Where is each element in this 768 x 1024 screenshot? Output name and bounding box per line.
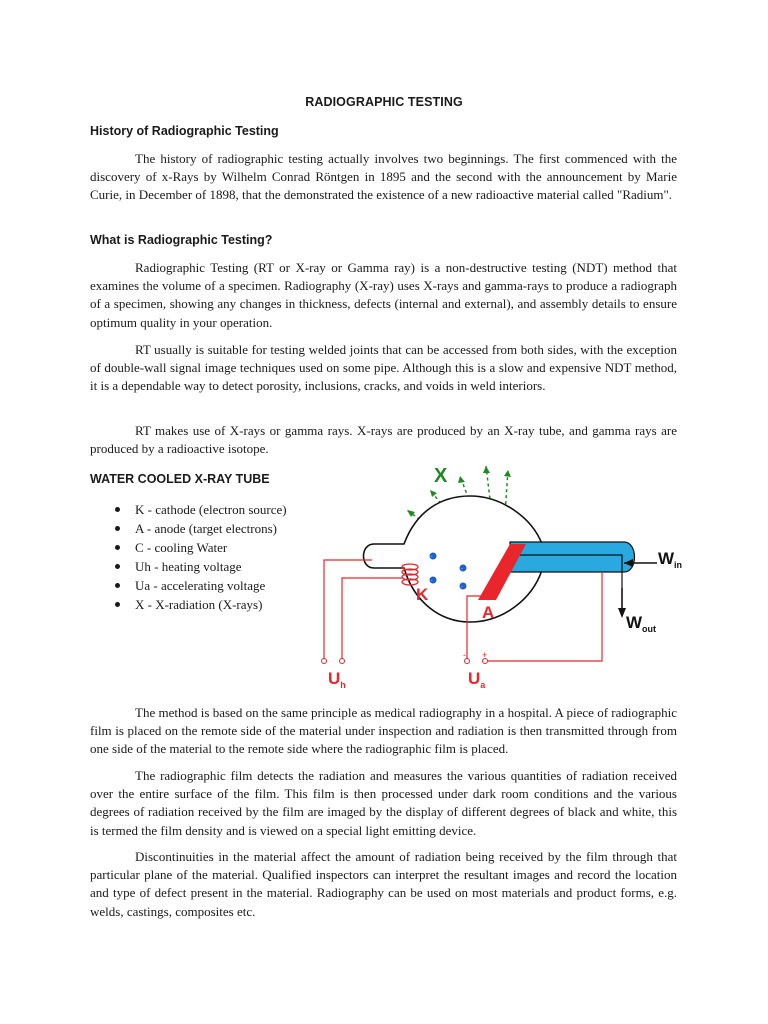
arrowhead — [618, 608, 626, 618]
polarity-minus: - — [463, 650, 466, 660]
what-is-heading: What is Radiographic Testing? — [90, 233, 273, 247]
list-item: Uh - heating voltage — [113, 557, 287, 576]
electron-sign: - — [461, 584, 463, 590]
label-u: U — [328, 669, 341, 688]
list-item: Ua - accelerating voltage — [113, 576, 287, 595]
wire — [324, 560, 372, 661]
what-is-paragraph-3: RT makes use of X-rays or gamma rays. X-rays are produced by an X-ray tube, and gamma rays are produced by a radioactive isotope. — [90, 423, 677, 457]
arrowhead — [504, 470, 511, 477]
list-item: A - anode (target electrons) — [113, 519, 287, 538]
what-is-paragraph-1: Radiographic Testing (RT or X-ray or Gamma ray) is a non-destructive testing (NDT) method that examines the volume of a specimen. Radiography (X-ray) uses X-rays and gamma-rays to produce a radiograph of a specimen, showing any changes in thickness, defects (internal and external), and assembly details to ensure optimum quality in your operation. — [90, 260, 677, 330]
xray-tube-diagram — [312, 460, 692, 692]
subscript-h: h — [340, 680, 346, 690]
label-c: C — [519, 571, 532, 590]
label-uh — [328, 669, 346, 690]
method-paragraph-3: Discontinuities in the material affect the amount of radiation being received by the film through that particular plane of the material. Qualified inspectors can interpret the resultant images and record the location and type of defect present in the material. Radiography can be used on most materials and product forms, e.g. welds, castings, composites etc. — [90, 849, 677, 919]
electron-sign: - — [431, 578, 433, 584]
list-item: X - X-radiation (X-rays) — [113, 595, 287, 614]
subscript-a: a — [480, 680, 486, 690]
label-k: K — [416, 585, 429, 604]
label-w: W — [626, 613, 643, 632]
wire — [342, 578, 402, 661]
history-paragraph: The history of radiographic testing actually involves two beginnings. The first commenced with the discovery of x-Rays by Wilhelm Conrad Röntgen in 1895 and the second with the announcement by Marie Curie, in December of 1898, that the demonstrated the existence of a new radioactive material called "Radium". — [90, 151, 677, 203]
label-u: U — [468, 669, 481, 688]
label-ua — [468, 669, 486, 690]
label-a: A — [482, 603, 495, 622]
method-paragraph-2: The radiographic film detects the radiation and measures the various quantities of radiation received over the entire surface of the film. This film is then processed under dark room conditions and the various degrees of radiation received by the film are imaged by the display of different degrees of black and white, this is termed the film density and is viewed on a special light emitting device. — [90, 768, 677, 838]
legend-list — [113, 500, 287, 614]
subscript-in: in — [674, 560, 683, 570]
label-w: W — [658, 549, 675, 568]
terminal — [322, 659, 327, 664]
electron-sign: - — [431, 554, 433, 560]
label-x: X — [434, 465, 448, 487]
subscript-out: out — [642, 624, 657, 634]
page-title: RADIOGRAPHIC TESTING — [305, 95, 463, 109]
label-w-out — [626, 613, 656, 634]
terminal — [340, 659, 345, 664]
list-item: K - cathode (electron source) — [113, 500, 287, 519]
arrowhead — [430, 490, 437, 497]
arrowhead — [458, 476, 465, 483]
label-w-in — [658, 549, 682, 570]
electron-sign: - — [461, 566, 463, 572]
polarity-plus: + — [482, 650, 488, 660]
what-is-paragraph-2: RT usually is suitable for testing welded joints that can be accessed from both sides, with the exception of double-wall signal image techniques used on some pipe. Although this is a slow and expensive NDT method, it is a dependable way to detect porosity, inclusions, cracks, and voids in weld interiors. — [90, 342, 677, 394]
xray-tube-heading: WATER COOLED X-RAY TUBE — [90, 472, 270, 486]
history-heading: History of Radiographic Testing — [90, 124, 279, 138]
cooling-water-body — [510, 542, 635, 572]
method-paragraph-1: The method is based on the same principle as medical radiography in a hospital. A piece of radiographic film is placed on the remote side of the material under inspection and radiation is then transmitted through from one side of the material to the remote side where the radiographic film is placed. — [90, 705, 677, 757]
list-item: C - cooling Water — [113, 538, 287, 557]
arrowhead — [483, 466, 490, 473]
